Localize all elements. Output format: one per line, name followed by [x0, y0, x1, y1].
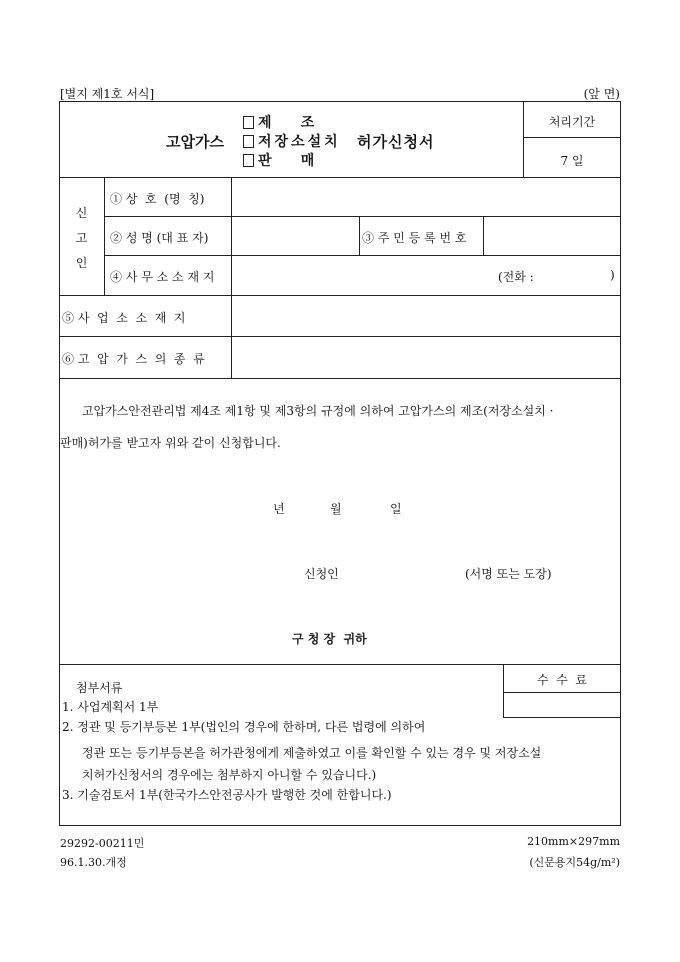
- office-address-label: ④ 사 무 소 소 재 지: [110, 270, 215, 284]
- signature-note: (서명 또는 도장): [465, 567, 552, 581]
- option-manufacture-label: 제 조: [258, 115, 315, 131]
- attachment-item-1: 1. 사업계획서 1부: [62, 700, 159, 714]
- business-address-label: ⑤ 사 업 소 소 재 지: [62, 311, 186, 325]
- fee-label: 수 수 료: [536, 673, 588, 687]
- applicant-label-3: 인: [75, 256, 88, 270]
- revision-date: 96.1.30.개정: [60, 856, 127, 869]
- attachment-item-2-line-3: 치허가신청서의 경우에는 첨부하지 아니할 수 있습니다.): [82, 768, 377, 782]
- phone-close: ): [610, 268, 615, 282]
- phone-field[interactable]: [540, 258, 608, 292]
- attachment-item-3: 3. 기술검토서 1부(한국가스안전공사가 발행한 것에 한합니다.): [62, 788, 392, 802]
- processing-period-value: 7 일: [560, 154, 584, 168]
- storage-checkbox[interactable]: [243, 135, 254, 148]
- paper-size: 210mm×297mm: [527, 835, 620, 848]
- date-year-label: 년: [273, 502, 285, 516]
- processing-period-label: 처리기간: [548, 115, 596, 129]
- date-day-label: 일: [390, 502, 402, 516]
- option-storage-label: 저장소설치: [258, 134, 341, 150]
- option-storage: [243, 131, 341, 151]
- representative-name-field[interactable]: [232, 217, 358, 255]
- option-sales: [243, 150, 314, 170]
- company-name-label: ① 상 호 (명 칭): [110, 192, 205, 206]
- date-month-label: 월: [330, 502, 342, 516]
- option-sales-label: 판 매: [258, 153, 315, 169]
- declaration-line-1: 고압가스안전관리법 제4조 제1항 및 제3항의 규정에 의하여 고압가스의 제조(저장소설치 ·: [82, 404, 554, 418]
- fee-field[interactable]: [504, 693, 620, 717]
- title-suffix: 허가신청서: [357, 133, 435, 151]
- paper-type: (신문용지54g/m²): [529, 856, 620, 869]
- attachments-title: 첨부서류: [76, 681, 123, 695]
- business-address-field[interactable]: [232, 296, 620, 336]
- manufacture-checkbox[interactable]: [243, 116, 254, 129]
- applicant-label-1: 신: [75, 206, 88, 220]
- resident-number-label: ③ 주 민 등 록 번 호: [362, 231, 467, 245]
- resident-number-field[interactable]: [484, 217, 620, 255]
- attachment-item-2-line-2: 정관 또는 등기부등본을 허가관청에게 제출하였고 이를 확인할 수 있는 경우 및 저장소설: [82, 746, 542, 760]
- phone-label: (전화 :: [498, 270, 534, 284]
- title-prefix: 고압가스: [166, 133, 224, 151]
- form-code: 29292-00211민: [60, 837, 145, 850]
- applicant-label-2: 고: [75, 231, 88, 245]
- gas-type-field[interactable]: [232, 337, 620, 378]
- form-number: [별지 제1호 서식]: [60, 87, 155, 101]
- page-side: (앞 면): [583, 87, 620, 101]
- attachment-item-2-line-1: 2. 정관 및 등기부등본 1부(법인의 경우에 한하며, 다른 법령에 의하여: [62, 720, 426, 734]
- declaration-line-2: 판매)허가를 받고자 위와 같이 신청합니다.: [60, 436, 281, 450]
- gas-type-label: ⑥ 고 압 가 스 의 종 류: [62, 352, 205, 366]
- applicant-signature-label: 신청인: [304, 567, 339, 581]
- sales-checkbox[interactable]: [243, 154, 254, 167]
- option-manufacture: [243, 112, 314, 132]
- office-address-field[interactable]: [232, 256, 492, 295]
- recipient: 구 청 장 귀하: [292, 632, 367, 646]
- representative-name-label: ② 성 명 (대 표 자): [110, 231, 209, 245]
- company-name-field[interactable]: [232, 178, 620, 216]
